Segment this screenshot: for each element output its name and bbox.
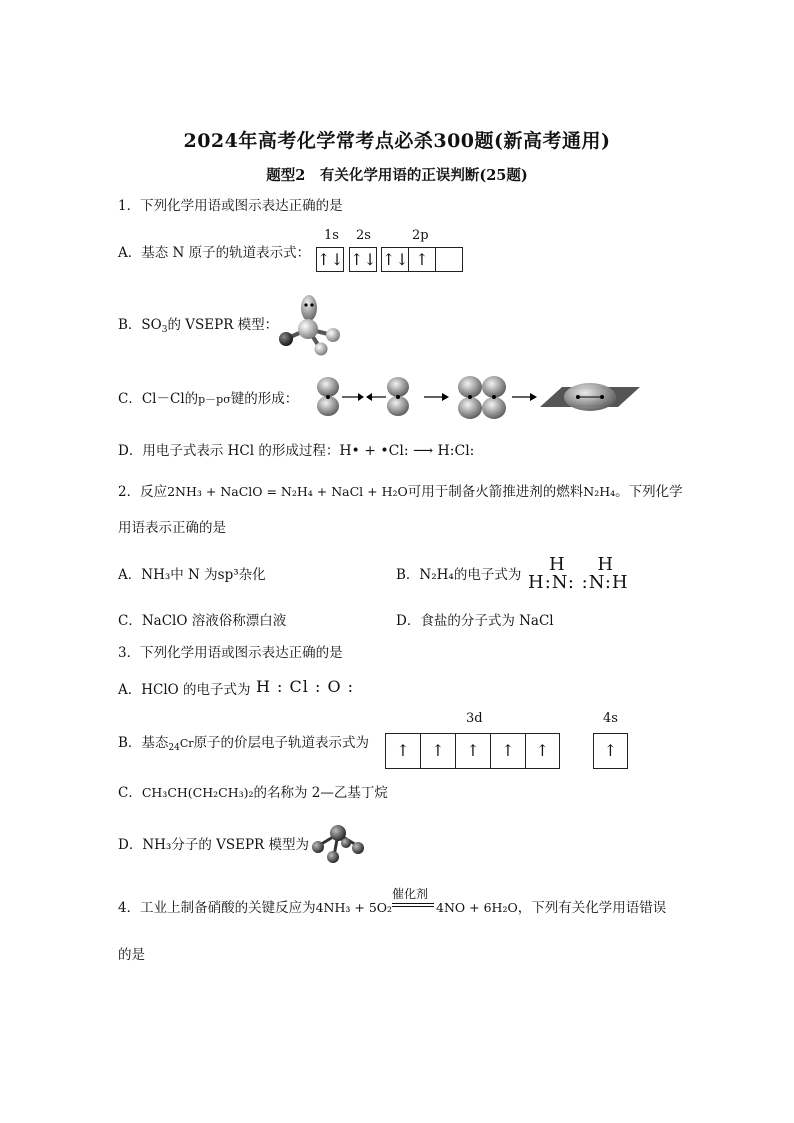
hcl-formation-equation: H• + •Cl: ⟶ H:Cl:: [339, 443, 475, 459]
so3-vsepr-model-image: [276, 293, 348, 357]
q2-option-d: D．食盐的分子式为 NaCl: [396, 613, 554, 629]
option-label: B．: [118, 317, 142, 333]
atomic-number: 24: [168, 743, 180, 753]
q1-a-orbital-labels: [318, 228, 468, 248]
bond-type: p－pσ: [198, 393, 231, 406]
n2h4-formula: N₂H₄: [419, 567, 454, 583]
catalyst-label: 催化剂: [392, 887, 429, 901]
equation-products: 4NO + 6H₂O: [436, 900, 518, 915]
document-title: 2024年高考化学常考点必杀300题(新高考通用): [183, 130, 611, 152]
q3-option-a: A．HClO 的电子式为: [118, 682, 251, 698]
n2h4-electron-formula-top: H H: [549, 554, 617, 575]
orbital-label-4s: 4s: [603, 711, 618, 726]
q3-option-b: B．基态$_{24}$Cr原子的价层电子轨道表示式为: [118, 735, 370, 753]
q2-stem: 2．反应2NH₃ + NaClO = N₂H₄ + NaCl + H₂O可用于制备火箭推进剂的燃料N₂H₄。下列化学: [118, 484, 683, 500]
reaction-equation: 2NH₃ + NaClO = N₂H₄ + NaCl + H₂O: [167, 484, 408, 499]
q1-stem: 1．下列化学用语或图示表达正确的是: [118, 198, 343, 214]
orbital-label-2s: 2s: [356, 228, 371, 243]
q1-option-d: [118, 441, 474, 461]
q1-option-b: [118, 315, 278, 340]
q2-option-c: C．NaClO 溶液俗称漂白液: [118, 613, 287, 629]
q3-stem: 3．下列化学用语或图示表达正确的是: [118, 645, 343, 661]
cl-cl-formula: Cl－Cl: [141, 391, 185, 407]
q1-option-a: A．基态 N 原子的轨道表示式：: [118, 245, 311, 261]
orbital-box-2p-1: ↑↓: [381, 247, 409, 272]
option-label: C．: [118, 391, 142, 407]
orbital-box-2s: ↑↓: [349, 247, 377, 272]
q3-option-d: D．NH₃分子的 VSEPR 模型为: [118, 837, 310, 853]
orbital-box-2p-2: ↑: [408, 247, 436, 272]
section-subtitle: 题型2 有关化学用语的正误判断(25题): [266, 167, 528, 184]
sigma-bond-plane: [540, 383, 640, 411]
orbital-left-cl: [317, 377, 339, 416]
orbital-box-4s: ↑: [593, 733, 628, 769]
condensed-formula: CH₃CH(CH₂CH₃)₂: [141, 785, 254, 800]
fuel-formula: N₂H₄: [583, 484, 616, 499]
orbital-right-cl: [387, 377, 409, 416]
orbital-label-3d: 3d: [466, 711, 483, 726]
orbital-box-1s: ↑↓: [316, 247, 344, 272]
orbital-box-3d-5: ↑: [525, 733, 560, 769]
q4-stem: 4．工业上制备硝酸的关键反应为4NH₃ + 5O₂ 催化剂 4NO + 6H₂O，下列有关化学用语错误: [118, 898, 666, 918]
q2-option-b: B．N₂H₄的电子式为: [396, 567, 522, 583]
option-text: 的: [184, 391, 199, 407]
nh3-formula: NH₃: [141, 567, 171, 583]
hybridization: sp³: [217, 567, 239, 583]
catalyst-arrow: [392, 887, 436, 912]
orbital-label-2p: 2p: [412, 228, 429, 243]
orbital-box-3d-3: ↑: [455, 733, 491, 769]
hclo-electron-formula: H : Cl : O :: [256, 677, 355, 696]
orbitals-overlap: [458, 376, 506, 419]
orbital-box-3d-1: ↑: [385, 733, 421, 769]
q2-stem-line2: 用语表示正确的是: [118, 520, 226, 536]
p-p-sigma-bond-formation-image: [312, 375, 644, 421]
equation-reactants: 4NH₃ + 5O₂: [315, 900, 393, 915]
orbital-label-1s: 1s: [324, 228, 339, 243]
orbital-box-2p-3: [435, 247, 463, 272]
orbital-box-3d-4: ↑: [490, 733, 526, 769]
q1-option-c: [118, 389, 298, 410]
option-text: 键的形成：: [230, 391, 299, 407]
element-symbol: Cr: [179, 737, 194, 750]
nh3-vsepr-model-image: [308, 822, 368, 864]
nh3-formula: NH₃: [142, 837, 172, 853]
n2h4-electron-formula: H:N: :N:H: [528, 572, 629, 593]
q4-stem-line2: 的是: [118, 947, 145, 963]
q2-option-a: A．NH₃中 N 为sp³杂化: [118, 567, 266, 583]
so3-formula: $SO_3$: [141, 317, 168, 335]
q3-option-c: C．CH₃CH(CH₂CH₃)₂的名称为 2—乙基丁烷: [118, 785, 388, 801]
option-text: 的 VSEPR 模型：: [167, 317, 279, 333]
option-text: D．用电子式表示 HCl 的形成过程：: [118, 443, 340, 459]
orbital-box-3d-2: ↑: [420, 733, 456, 769]
